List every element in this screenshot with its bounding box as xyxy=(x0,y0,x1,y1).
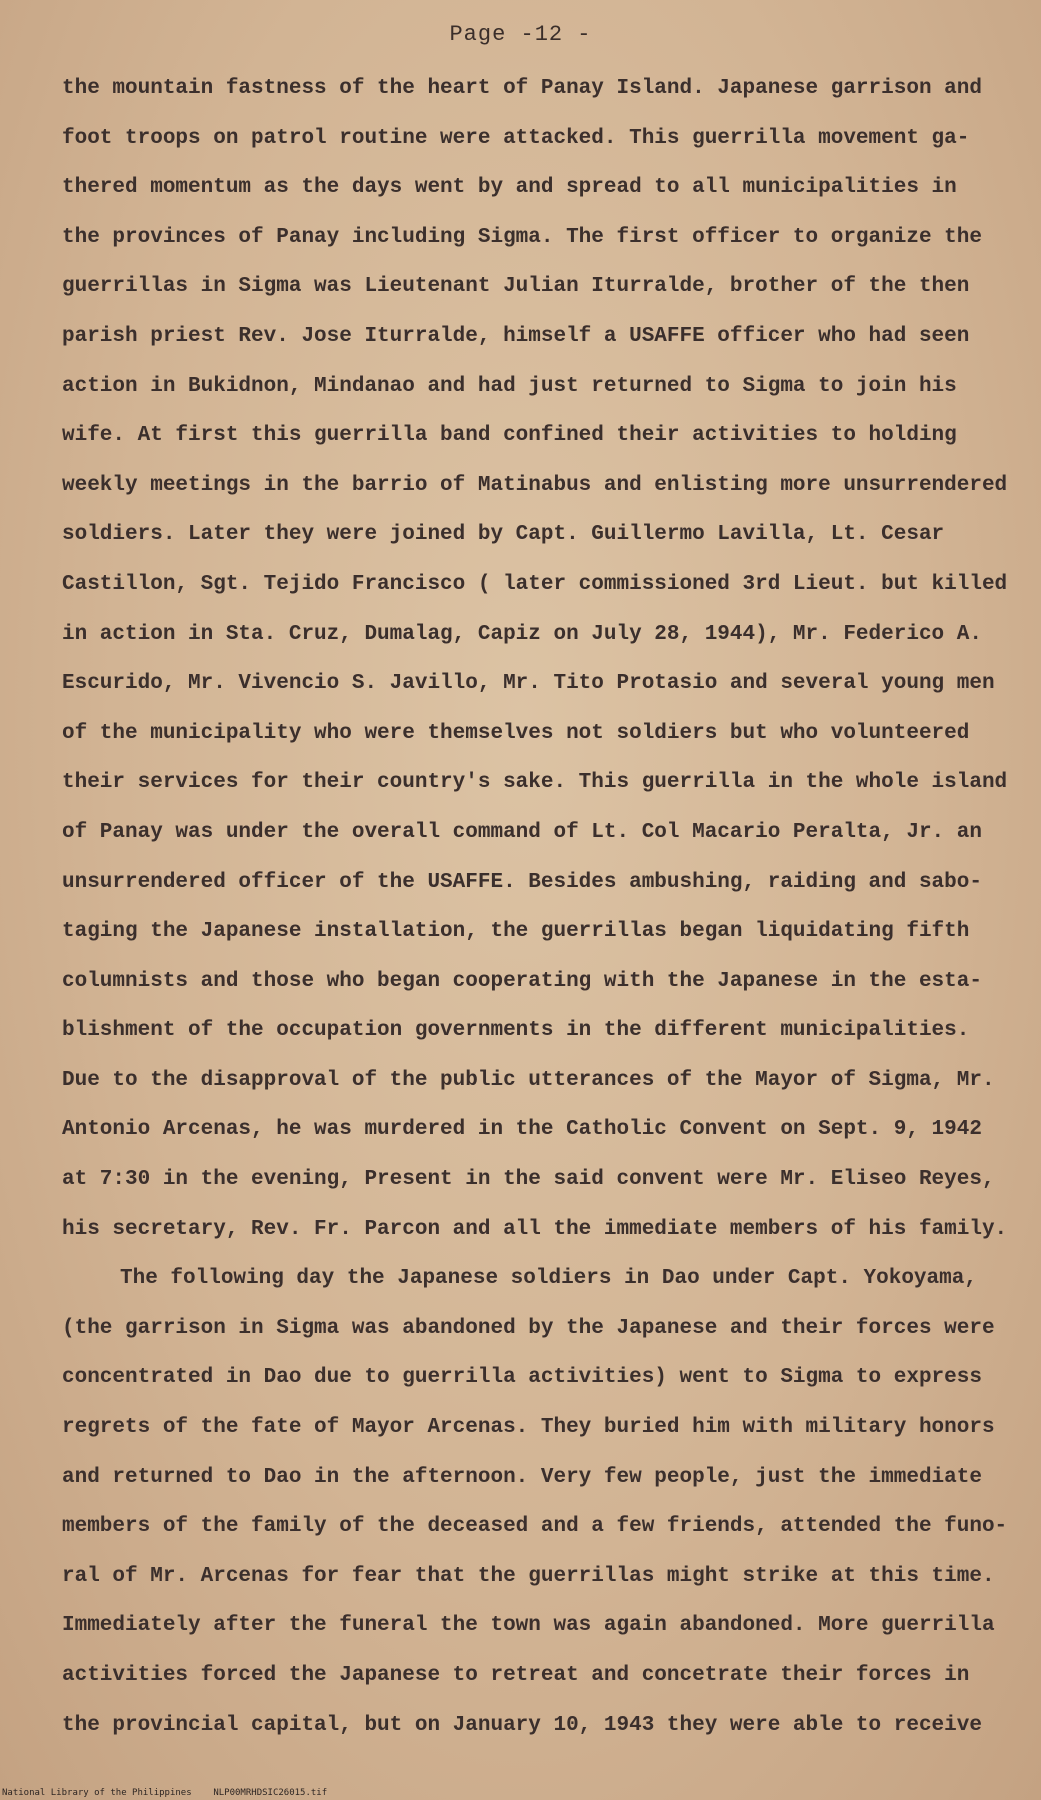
text-line: his secretary, Rev. Fr. Parcon and all the immediate members of his family. xyxy=(62,1217,1008,1241)
text-line: Escurido, Mr. Vivencio S. Javillo, Mr. Tito Protasio and several young men xyxy=(62,672,995,696)
text-line: Due to the disapproval of the public utterances of the Mayor of Sigma, Mr. xyxy=(62,1068,995,1092)
text-line: of Panay was under the overall command of Lt. Col Macario Peralta, Jr. an xyxy=(62,820,982,844)
text-line: at 7:30 in the evening, Present in the said convent were Mr. Eliseo Reyes, xyxy=(62,1168,995,1192)
text-line: the mountain fastness of the heart of Panay Island. Japanese garrison and xyxy=(62,77,982,100)
text-line: the provincial capital, but on January 10, 1943 they were able to receive xyxy=(62,1713,982,1737)
text-line: members of the family of the deceased and a few friends, attended the funo- xyxy=(62,1515,1008,1539)
text-line: weekly meetings in the barrio of Matinabus and enlisting more unsurrendered xyxy=(62,473,1008,497)
body-text xyxy=(62,64,1008,1750)
file-id-label: NLP00MRHDSIC26015.tif xyxy=(213,1788,328,1798)
text-line: action in Bukidnon, Mindanao and had just returned to Sigma to join his xyxy=(62,374,957,398)
page-number-header: Page -12 - xyxy=(449,22,592,47)
text-line: their services for their country's sake. This guerrilla in the whole island xyxy=(62,771,1008,795)
text-line: regrets of the fate of Mayor Arcenas. They buried him with military honors xyxy=(62,1416,995,1440)
text-line: blishment of the occupation governments in the different municipalities. xyxy=(62,1019,970,1043)
text-line: ral of Mr. Arcenas for fear that the guerrillas might strike at this time. xyxy=(62,1564,995,1588)
text-line: Immediately after the funeral the town was again abandoned. More guerrilla xyxy=(62,1614,995,1638)
text-line: guerrillas in Sigma was Lieutenant Julian Iturralde, brother of the then xyxy=(62,275,970,299)
text-line: in action in Sta. Cruz, Dumalag, Capiz on July 28, 1944), Mr. Federico A. xyxy=(62,622,982,646)
text-line: concentrated in Dao due to guerrilla activities) went to Sigma to express xyxy=(62,1366,982,1390)
text-line: (the garrison in Sigma was abandoned by the Japanese and their forces were xyxy=(62,1316,995,1340)
text-line: parish priest Rev. Jose Iturralde, himself a USAFFE officer who had seen xyxy=(62,324,970,348)
paragraph-start-line: The following day the Japanese soldiers in Dao under Capt. Yokoyama, xyxy=(120,1267,977,1291)
scan-footer xyxy=(2,1788,327,1798)
text-line: the provinces of Panay including Sigma. The first officer to organize the xyxy=(62,225,982,249)
text-line: unsurrendered officer of the USAFFE. Besides ambushing, raiding and sabo- xyxy=(62,870,982,894)
text-line: columnists and those who began cooperating with the Japanese in the esta- xyxy=(62,969,982,993)
institution-label: National Library of the Philippines xyxy=(2,1788,192,1798)
text-line: Antonio Arcenas, he was murdered in the Catholic Convent on Sept. 9, 1942 xyxy=(62,1118,982,1142)
text-line: taging the Japanese installation, the guerrillas began liquidating fifth xyxy=(62,920,970,944)
text-line: and returned to Dao in the afternoon. Very few people, just the immediate xyxy=(62,1465,982,1489)
text-line: Castillon, Sgt. Tejido Francisco ( later commissioned 3rd Lieut. but killed xyxy=(62,572,1008,596)
text-line: soldiers. Later they were joined by Capt. Guillermo Lavilla, Lt. Cesar xyxy=(62,523,945,547)
text-line: of the municipality who were themselves not soldiers but who volunteered xyxy=(62,721,970,745)
text-line: wife. At first this guerrilla band confined their activities to holding xyxy=(62,424,957,448)
text-line: activities forced the Japanese to retreat and concetrate their forces in xyxy=(62,1664,970,1687)
text-line: foot troops on patrol routine were attacked. This guerrilla movement ga- xyxy=(62,126,970,150)
text-line: thered momentum as the days went by and spread to all municipalities in xyxy=(62,176,957,200)
